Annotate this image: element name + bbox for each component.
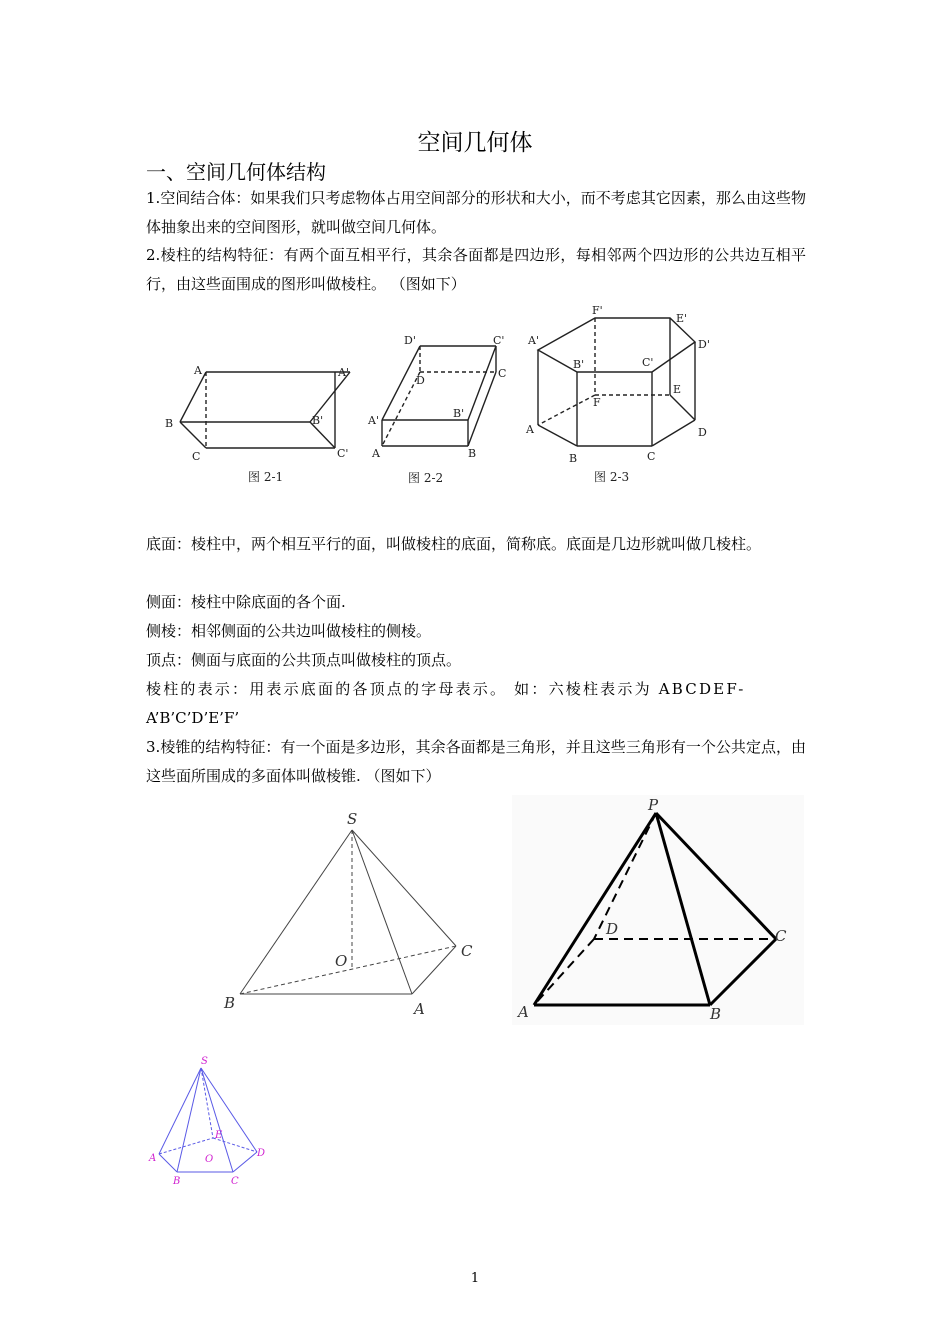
notation-line-2: A’B’C’D’E’F’: [146, 709, 240, 727]
quad-label-p: P: [648, 796, 659, 814]
page-title: 空间几何体: [417, 130, 533, 156]
fig2-label-d-prime: D': [404, 334, 416, 347]
fig1-caption: 图 2-1: [248, 470, 284, 484]
fig3-label-a-prime: A': [528, 334, 539, 347]
pent-label-b: B: [173, 1176, 181, 1187]
pent-label-c: C: [231, 1176, 239, 1187]
fig3-label-f-prime: F': [592, 304, 603, 317]
pent-label-e: E: [215, 1130, 223, 1141]
fig2-label-d: D: [416, 374, 425, 387]
section-heading: 一、空间几何体结构: [146, 160, 326, 184]
fig1-label-c-prime: C': [337, 447, 349, 460]
fig3-label-e-prime: E': [676, 312, 688, 325]
pyramid-figure-pentagonal: [145, 1050, 275, 1190]
fig1-label-b: B: [165, 417, 174, 430]
tri-label-s: S: [347, 810, 358, 828]
pent-label-d: D: [257, 1148, 266, 1159]
quad-label-d: D: [606, 920, 619, 938]
fig3-label-f: F: [593, 396, 601, 409]
tri-label-o: O: [335, 952, 348, 970]
quad-label-c: C: [775, 927, 787, 945]
tri-label-a: A: [414, 1000, 425, 1018]
fig2-label-b-prime: B': [453, 407, 465, 420]
fig2-label-b: B: [468, 447, 477, 460]
quad-label-b: B: [710, 1005, 722, 1023]
fig1-label-a-prime: A': [338, 366, 349, 379]
prism-figures: [160, 300, 720, 492]
page-number: 1: [470, 1271, 480, 1286]
quad-label-a: A: [518, 1003, 529, 1021]
definition-lateral-edge: 侧棱：相邻侧面的公共边叫做棱柱的侧棱。: [146, 622, 432, 640]
prism-figure-2-3: [538, 318, 695, 446]
pent-label-s: S: [201, 1056, 208, 1067]
prism-figure-2-1: [180, 372, 350, 448]
prism-figure-2-2: [382, 346, 496, 446]
fig3-label-d: D: [698, 426, 707, 439]
paragraph-solid-definition: 1.空间结合体：如果我们只考虑物体占用空间部分的形状和大小，而不考虑其它因素，那么由这些物体抽象出来的空间图形，就叫做空间几何体。: [146, 189, 806, 236]
fig3-label-c-prime: C': [642, 356, 654, 369]
fig3-label-b-prime: B': [573, 358, 585, 371]
fig3-caption: 图 2-3: [594, 470, 630, 484]
fig1-label-c: C: [192, 450, 201, 463]
fig2-label-a-prime: A': [368, 414, 379, 427]
definition-base: 底面：棱柱中，两个相互平行的面，叫做棱柱的底面，简称底。底面是几边形就叫做几棱柱。: [146, 535, 762, 553]
pyramid-figure-triangular: [216, 800, 486, 1020]
notation-line-1: 棱柱的表示：用表示底面的各顶点的字母表示。 如：六棱柱表示为 ABCDEF-: [146, 680, 746, 698]
definition-vertex: 顶点：侧面与底面的公共顶点叫做棱柱的顶点。: [146, 651, 462, 669]
fig1-label-a: A: [194, 364, 202, 377]
fig3-label-c: C: [647, 450, 656, 463]
pent-label-a: A: [149, 1153, 157, 1164]
paragraph-pyramid-definition: 3.棱锥的结构特征：有一个面是多边形，其余各面都是三角形，并且这些三角形有一个公共定点，由这些面所围成的多面体叫做棱锥. （图如下）: [146, 738, 806, 785]
tri-label-c: C: [461, 942, 473, 960]
pent-label-o: O: [205, 1154, 214, 1165]
definition-lateral-face: 侧面：棱柱中除底面的各个面.: [146, 593, 346, 611]
tri-label-b: B: [224, 994, 236, 1012]
pyramid-figure-quadrilateral: [512, 795, 804, 1025]
fig3-label-a: A: [526, 423, 534, 436]
fig3-label-d-prime: D': [698, 338, 710, 351]
fig1-label-b-prime: B': [312, 414, 324, 427]
paragraph-prism-definition: 2.棱柱的结构特征：有两个面互相平行，其余各面都是四边形，每相邻两个四边形的公共边互相平行，由这些面围成的图形叫做棱柱。 （图如下）: [146, 246, 806, 293]
fig2-label-a: A: [372, 447, 380, 460]
fig2-caption: 图 2-2: [408, 471, 444, 485]
fig2-label-c-prime: C': [493, 334, 505, 347]
fig3-label-e: E: [673, 383, 682, 396]
fig2-label-c: C: [498, 367, 507, 380]
fig3-label-b: B: [569, 452, 578, 465]
